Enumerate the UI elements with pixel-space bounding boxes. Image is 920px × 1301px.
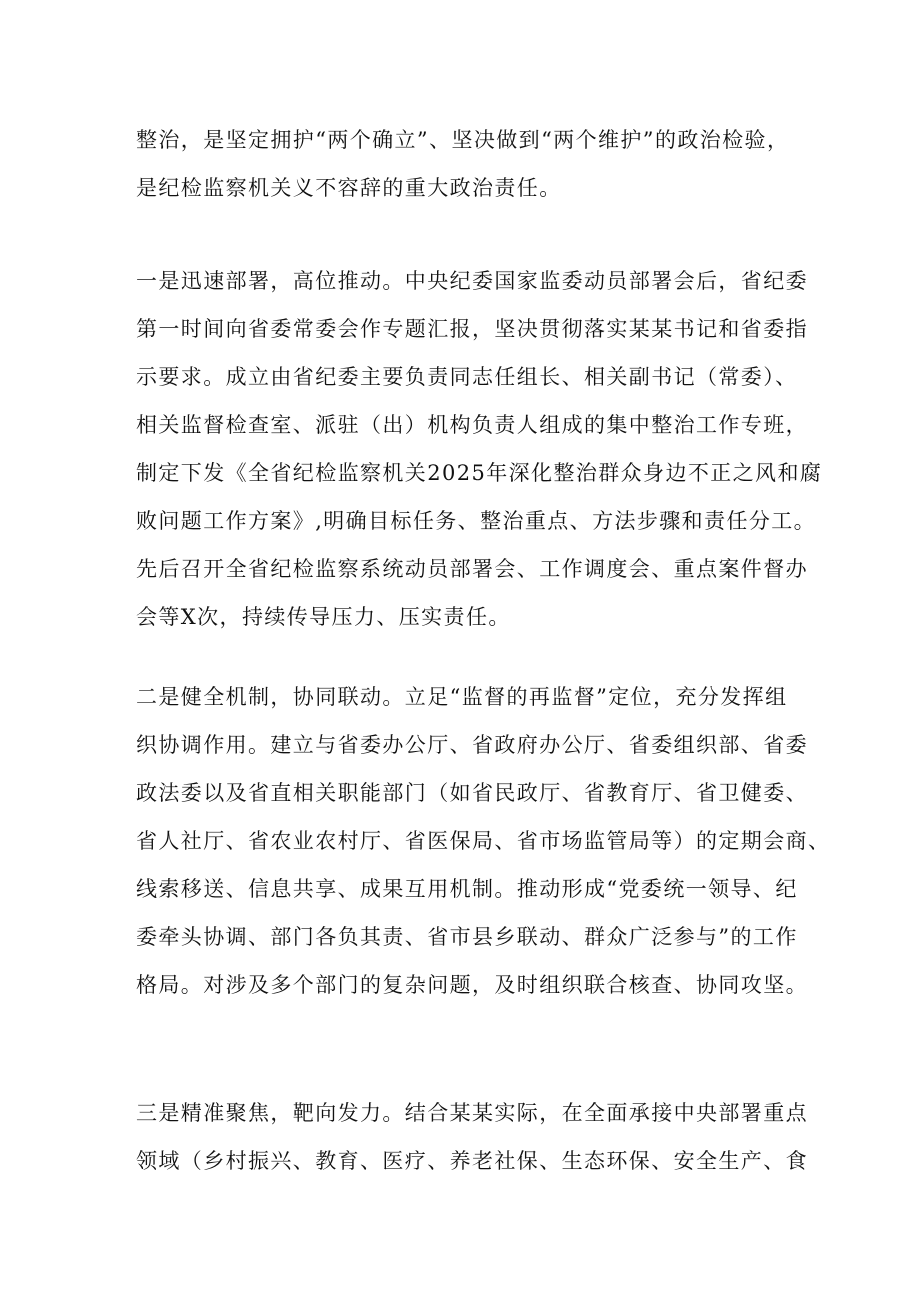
text-line: 织协调作用。建立与省委办公厅、省政府办公厅、省委组织部、省委 <box>136 733 808 757</box>
text-line: 二是健全机制，协同联动。立足“监督的再监督”定位，充分发挥组 <box>136 685 788 709</box>
text-line: 政法委以及省直相关职能部门（如省民政厅、省教育厅、省卫健委、 <box>136 781 808 805</box>
text-line: 格局。对涉及多个部门的复杂问题，及时组织联合核查、协同攻坚。 <box>136 973 808 997</box>
text-line: 三是精准聚焦，靶向发力。结合某某实际，在全面承接中央部署重点 <box>136 1101 808 1125</box>
text-line: 会等X次，持续传导压力、压实责任。 <box>136 605 511 629</box>
text-line: 领域（乡村振兴、教育、医疗、养老社保、生态环保、安全生产、食 <box>136 1149 808 1173</box>
text-line: 是纪检监察机关义不容辞的重大政治责任。 <box>136 176 562 200</box>
text-line: 先后召开全省纪检监察系统动员部署会、工作调度会、重点案件督办 <box>136 557 808 581</box>
text-line: 省人社厅、省农业农村厅、省医保局、省市场监管局等）的定期会商、 <box>136 829 831 853</box>
paragraph-rapid-deployment <box>136 257 823 641</box>
text-line: 第一时间向省委常委会作专题汇报，坚决贯彻落实某某书记和省委指 <box>136 317 808 341</box>
text-line: 线索移送、信息共享、成果互用机制。推动形成“党委统一领导、纪 <box>136 877 798 901</box>
text-line: 相关监督检查室、派驻（出）机构负责人组成的集中整治工作专班， <box>136 413 808 437</box>
paragraph-sound-mechanism <box>136 673 831 1009</box>
text-line: 示要求。成立由省纪委主要负责同志任组长、相关副书记（常委）、 <box>136 365 798 389</box>
text-line: 制定下发《全省纪检监察机关2025年深化整治群众身边不正之风和腐 <box>136 461 823 485</box>
text-line: 败问题工作方案》,明确目标任务、整治重点、方法步骤和责任分工。 <box>136 509 817 533</box>
paragraph-precise-focus <box>136 1089 808 1185</box>
text-line: 整治，是坚定拥护“两个确立”、坚决做到“两个维护”的政治检验， <box>136 128 790 152</box>
text-line: 一是迅速部署，高位推动。中央纪委国家监委动员部署会后，省纪委 <box>136 269 808 293</box>
paragraph-intro-continuation <box>136 116 796 212</box>
text-line: 委牵头协调、部门各负其责、省市县乡联动、群众广泛参与”的工作 <box>136 925 798 949</box>
